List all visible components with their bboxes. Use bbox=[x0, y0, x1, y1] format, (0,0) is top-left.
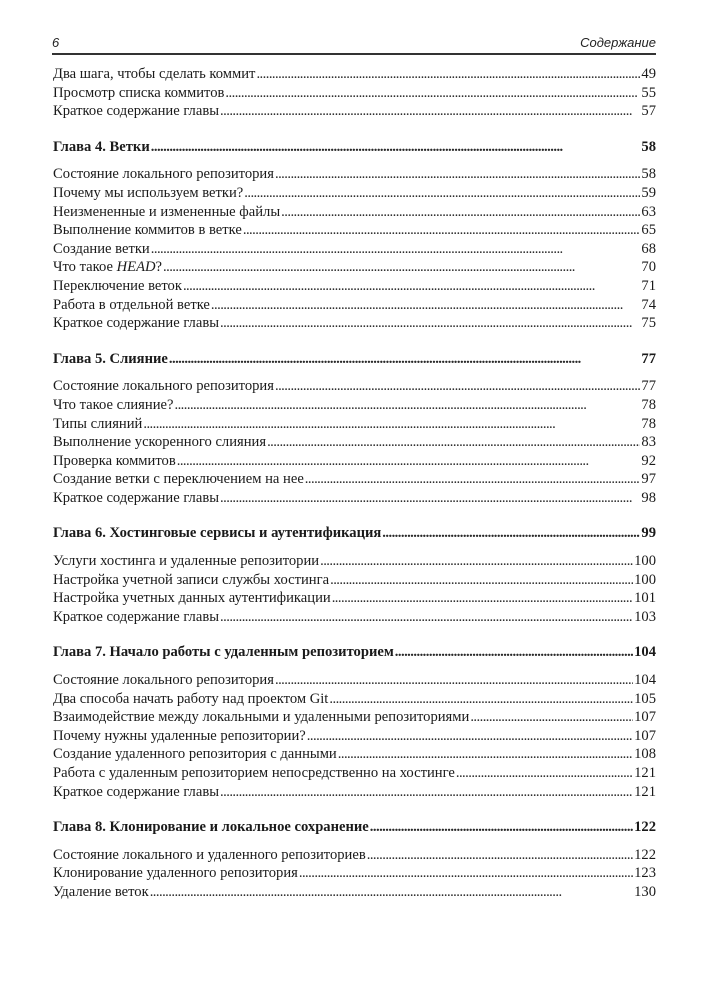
toc-entry-title: Состояние локального репозитория bbox=[53, 166, 274, 183]
toc-entry-title: Выполнение коммитов в ветке bbox=[53, 222, 242, 239]
dot-leader bbox=[382, 524, 640, 543]
toc-chapter-heading bbox=[53, 524, 656, 543]
toc-entry bbox=[53, 571, 656, 590]
toc-chapter-heading bbox=[53, 643, 656, 662]
chapter-page: 104 bbox=[634, 644, 656, 661]
toc-entry-page: 122 bbox=[634, 846, 656, 863]
dot-leader bbox=[267, 433, 640, 452]
toc-entry bbox=[53, 783, 656, 802]
toc-entry-title: Работа с удаленным репозиторием непосредственно на хостинге bbox=[53, 765, 455, 781]
toc-entry bbox=[53, 377, 656, 396]
dot-leader bbox=[244, 184, 640, 203]
dot-leader bbox=[275, 671, 633, 690]
toc-entry bbox=[53, 65, 656, 84]
toc-entry-title: Состояние локального репозитория bbox=[53, 672, 274, 689]
toc-entry-page: 92 bbox=[641, 452, 656, 469]
dot-leader bbox=[299, 864, 633, 883]
dot-leader bbox=[225, 84, 640, 103]
toc-entry bbox=[53, 671, 656, 690]
dot-leader bbox=[256, 65, 640, 84]
toc-entry-page: 55 bbox=[641, 84, 656, 101]
dot-leader bbox=[330, 571, 633, 590]
chapter-title: Глава 7. Начало работы с удаленным репозиторием bbox=[53, 644, 394, 661]
toc-entry-page: 130 bbox=[634, 883, 656, 900]
toc-entry bbox=[53, 102, 656, 121]
dot-leader bbox=[220, 608, 633, 627]
dot-leader bbox=[275, 165, 640, 184]
toc-entry-title: Просмотр списка коммитов bbox=[53, 84, 225, 101]
toc-entry bbox=[53, 240, 656, 259]
dot-leader bbox=[151, 240, 641, 259]
toc-entry-page: 123 bbox=[634, 865, 656, 882]
toc-entry-page: 107 bbox=[634, 727, 656, 744]
dot-leader bbox=[174, 396, 640, 415]
toc-entry-title: Услуги хостинга и удаленные репозитории bbox=[53, 553, 320, 570]
toc-entry bbox=[53, 883, 656, 902]
toc-entry-title: Что такое слияние? bbox=[53, 396, 174, 413]
toc-entry-page: 78 bbox=[641, 415, 656, 432]
toc-entry-page: 68 bbox=[641, 240, 656, 257]
dot-leader bbox=[177, 452, 641, 471]
toc-entry-title: Два шага, чтобы сделать коммит bbox=[53, 66, 256, 82]
toc-entry-title: Краткое содержание главы bbox=[53, 489, 220, 506]
toc-entry-page: 75 bbox=[641, 315, 656, 332]
toc-entry bbox=[53, 745, 656, 764]
toc-entry-page: 97 bbox=[641, 471, 656, 488]
toc-entry-page: 71 bbox=[641, 277, 656, 294]
dot-leader bbox=[281, 203, 640, 222]
toc-entry-title: Проверка коммитов bbox=[53, 452, 176, 469]
dot-leader bbox=[367, 846, 633, 865]
dot-leader bbox=[183, 277, 640, 296]
dot-leader bbox=[150, 883, 633, 902]
toc-entry-title: Неизмененные и измененные файлы bbox=[53, 203, 281, 220]
dot-leader bbox=[169, 350, 641, 369]
toc-entry-title: Создание ветки с переключением на нее bbox=[53, 471, 304, 488]
toc-entry bbox=[53, 277, 656, 296]
toc-entry-title: Типы слияний bbox=[53, 415, 143, 432]
toc-entry bbox=[53, 690, 656, 709]
toc-entry bbox=[53, 296, 656, 315]
toc-entry-title: Переключение веток bbox=[53, 277, 182, 294]
chapter-page: 77 bbox=[641, 350, 656, 367]
toc-entry-page: 107 bbox=[634, 709, 656, 726]
toc-entry-page: 58 bbox=[641, 166, 656, 183]
toc-entry-title: Два способа начать работу над проектом Git bbox=[53, 690, 329, 707]
toc-entry-page: 104 bbox=[634, 672, 656, 689]
dot-leader bbox=[220, 314, 640, 333]
toc-entry bbox=[53, 589, 656, 608]
toc-entry-title: Краткое содержание главы bbox=[53, 783, 220, 800]
toc-entry-page: 70 bbox=[641, 259, 656, 276]
toc-entry-title-suffix: ? bbox=[155, 259, 163, 276]
toc-entry-title-italic: HEAD bbox=[116, 259, 156, 276]
toc-entry bbox=[53, 258, 656, 277]
toc-entry bbox=[53, 608, 656, 627]
toc-entry bbox=[53, 203, 656, 222]
chapter-page: 58 bbox=[641, 138, 656, 155]
toc-entry bbox=[53, 846, 656, 865]
chapter-title: Глава 5. Слияние bbox=[53, 350, 168, 367]
chapter-title: Глава 8. Клонирование и локальное сохранение bbox=[53, 819, 369, 836]
dot-leader bbox=[211, 296, 641, 315]
toc-entry-title bbox=[53, 258, 162, 277]
toc-entry-title: Удаление веток bbox=[53, 883, 149, 900]
dot-leader bbox=[370, 818, 633, 837]
dot-leader bbox=[275, 377, 640, 396]
toc-entry-title: Работа в отдельной ветке bbox=[53, 296, 210, 313]
toc-entry bbox=[53, 764, 656, 783]
toc-entry-page: 100 bbox=[634, 553, 656, 570]
toc-entry bbox=[53, 314, 656, 333]
dot-leader bbox=[163, 258, 640, 277]
dot-leader bbox=[305, 470, 641, 489]
dot-leader bbox=[151, 138, 641, 157]
toc-entry-title: Состояние локального репозитория bbox=[53, 378, 274, 395]
toc-entry bbox=[53, 552, 656, 571]
toc-entry-page: 121 bbox=[634, 783, 656, 800]
toc-entry bbox=[53, 415, 656, 434]
toc-entry bbox=[53, 727, 656, 746]
dot-leader bbox=[307, 727, 633, 746]
table-of-contents bbox=[53, 65, 656, 902]
toc-entry-title: Создание ветки bbox=[53, 240, 150, 257]
toc-entry-title: Краткое содержание главы bbox=[53, 315, 220, 332]
toc-entry-page: 78 bbox=[641, 396, 656, 413]
toc-entry-page: 108 bbox=[634, 746, 656, 763]
toc-entry-page: 59 bbox=[641, 184, 656, 201]
toc-entry-page: 49 bbox=[641, 66, 656, 82]
toc-entry bbox=[53, 708, 656, 727]
toc-entry bbox=[53, 84, 656, 103]
dot-leader bbox=[470, 708, 633, 727]
dot-leader bbox=[220, 102, 640, 121]
toc-entry bbox=[53, 221, 656, 240]
toc-entry-title: Взаимодействие между локальными и удаленными репозиториями bbox=[53, 709, 470, 726]
dot-leader bbox=[220, 489, 640, 508]
toc-entry-page: 103 bbox=[634, 608, 656, 625]
toc-entry-page: 57 bbox=[641, 103, 656, 120]
toc-chapter-heading bbox=[53, 350, 656, 369]
toc-entry bbox=[53, 864, 656, 883]
toc-entry-page: 63 bbox=[641, 203, 656, 220]
toc-chapter-heading bbox=[53, 818, 656, 837]
dot-leader bbox=[320, 552, 633, 571]
toc-chapter-heading bbox=[53, 138, 656, 157]
toc-entry bbox=[53, 489, 656, 508]
toc-entry bbox=[53, 452, 656, 471]
dot-leader bbox=[338, 745, 633, 764]
running-header bbox=[52, 35, 656, 55]
toc-entry-title-prefix: Что такое bbox=[53, 259, 117, 276]
toc-entry-page: 105 bbox=[634, 690, 656, 707]
toc-entry-page: 98 bbox=[641, 489, 656, 506]
toc-entry-title: Выполнение ускоренного слияния bbox=[53, 434, 267, 451]
chapter-title: Глава 6. Хостинговые сервисы и аутентификация bbox=[53, 525, 382, 542]
dot-leader bbox=[329, 690, 633, 709]
toc-entry-title: Краткое содержание главы bbox=[53, 103, 220, 120]
toc-entry bbox=[53, 433, 656, 452]
dot-leader bbox=[395, 643, 633, 662]
toc-entry-title: Краткое содержание главы bbox=[53, 608, 220, 625]
toc-entry bbox=[53, 396, 656, 415]
toc-entry-title: Создание удаленного репозитория с данными bbox=[53, 746, 337, 763]
toc-entry-title: Настройка учетных данных аутентификации bbox=[53, 590, 331, 607]
toc-entry-title: Состояние локального и удаленного репозиториев bbox=[53, 846, 366, 863]
toc-entry-title: Почему мы используем ветки? bbox=[53, 184, 244, 201]
chapter-page: 122 bbox=[634, 819, 656, 836]
dot-leader bbox=[456, 764, 633, 783]
page-number: 6 bbox=[52, 35, 60, 50]
toc-entry-page: 83 bbox=[641, 434, 656, 451]
toc-entry-page: 101 bbox=[634, 590, 656, 607]
running-title: Содержание bbox=[580, 35, 656, 50]
toc-entry bbox=[53, 165, 656, 184]
chapter-title: Глава 4. Ветки bbox=[53, 138, 150, 155]
chapter-page: 99 bbox=[641, 525, 656, 542]
toc-entry-title: Почему нужны удаленные репозитории? bbox=[53, 727, 306, 744]
dot-leader bbox=[332, 589, 633, 608]
toc-entry-title: Клонирование удаленного репозитория bbox=[53, 865, 298, 882]
dot-leader bbox=[220, 783, 633, 802]
toc-entry bbox=[53, 184, 656, 203]
dot-leader bbox=[143, 415, 640, 434]
dot-leader bbox=[243, 221, 641, 240]
toc-entry-page: 100 bbox=[634, 571, 656, 588]
toc-entry-page: 65 bbox=[641, 222, 656, 239]
toc-entry-page: 74 bbox=[641, 296, 656, 313]
toc-entry-page: 121 bbox=[634, 765, 656, 781]
toc-entry-title: Настройка учетной записи службы хостинга bbox=[53, 571, 330, 588]
toc-entry bbox=[53, 470, 656, 489]
toc-entry-page: 77 bbox=[641, 378, 656, 395]
